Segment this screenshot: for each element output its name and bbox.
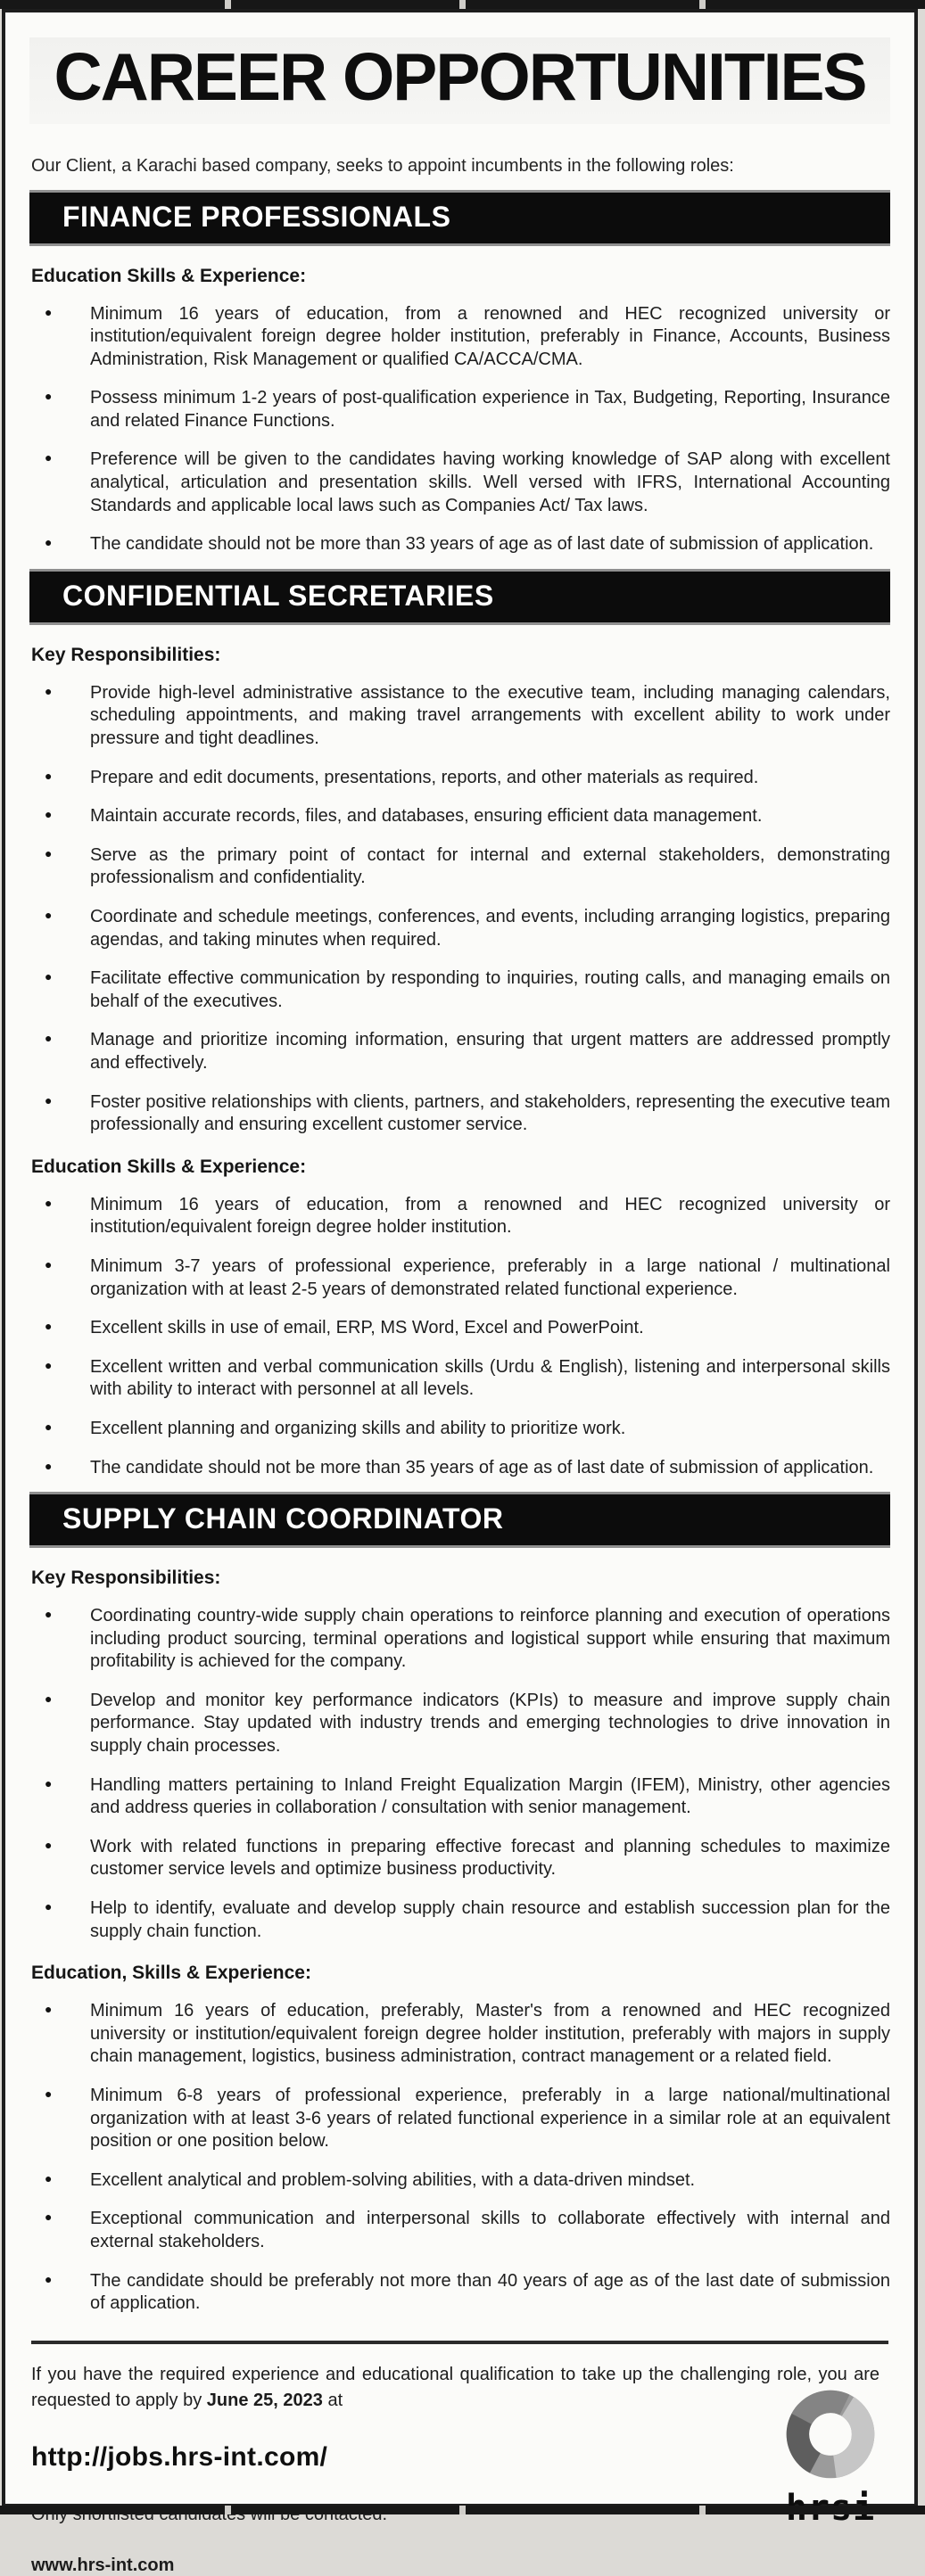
section-finance-professionals (29, 190, 890, 556)
bullet-item: ● Possess minimum 1-2 years of post-qualification experience in Tax, Budgeting, Reporting, Insurance and related Finance Functions. (29, 387, 890, 432)
bullet-item: ● Help to identify, evaluate and develop supply chain resource and establish succession plan for the supply chain function. (29, 1897, 890, 1943)
section-confidential-secretaries (29, 569, 890, 1479)
bullet-list (29, 303, 890, 556)
section-supply-chain-coordinator (29, 1492, 890, 2316)
section-heading-banner: SUPPLY CHAIN COORDINATOR (29, 1492, 890, 1548)
bullet-item: ● Maintain accurate records, files, and databases, ensuring efficient data management. (29, 805, 890, 828)
bullet-item: ● Coordinate and schedule meetings, conferences, and events, including arranging logistics, preparing agendas, and taking minutes when required. (29, 906, 890, 951)
bullet-item: ● Minimum 3-7 years of professional experience, preferably in a large national / multinational organization with at least 2-5 years of demonstrated related functional experience. (29, 1255, 890, 1301)
bullet-item: ● Handling matters pertaining to Inland Freight Equalization Margin (IFEM), Ministry, other agencies and address queries in collaboration / consultation with senior management. (29, 1774, 890, 1820)
bullet-item: ● The candidate should be preferably not more than 40 years of age as of the last date of submission of application. (29, 2270, 890, 2316)
bullet-item: ● Prepare and edit documents, presentations, reports, and other materials as required. (29, 767, 890, 790)
divider-rule (31, 2341, 888, 2344)
bullet-item: ● Excellent analytical and problem-solving abilities, with a data-driven mindset. (29, 2169, 890, 2193)
group-label: Key Responsibilities: (31, 644, 221, 665)
apply-paragraph (31, 2362, 888, 2414)
bullet-list (29, 1194, 890, 1479)
bullet-item: ● The candidate should not be more than 33 years of age as of last date of submission of application. (29, 533, 890, 556)
bullet-item: ● Foster positive relationships with clients, partners, and stakeholders, representing the executive team professionally and ensuring excellent customer service. (29, 1091, 890, 1137)
bullet-item: ● Minimum 16 years of education, from a renowned and HEC recognized university or institution/equivalent foreign degree holder institution. (29, 1194, 890, 1239)
bullet-item: ● Excellent skills in use of email, ERP, MS Word, Excel and PowerPoint. (29, 1317, 890, 1340)
bullet-item: ● The candidate should not be more than 35 years of age as of last date of submission of application. (29, 1457, 890, 1480)
page-title: CAREER OPPORTUNITIES (29, 37, 890, 124)
intro-text: Our Client, a Karachi based company, seeks to appoint incumbents in the following roles: (31, 155, 734, 176)
group-label: Key Responsibilities: (31, 1568, 221, 1589)
newsprint-edge-top (0, 0, 925, 9)
group-label: Education, Skills & Experience: (31, 1963, 311, 1984)
bullet-item: ● Coordinating country-wide supply chain operations to reinforce planning and execution of operations including product sourcing, terminal operations and logistical support while ensuring that maximum profitability is achieved for the company. (29, 1605, 890, 1674)
bullet-list (29, 2000, 890, 2316)
bullet-item: ● Serve as the primary point of contact for internal and external stakeholders, demonstrating professionalism and confidentiality. (29, 844, 890, 890)
bullet-item: ● Minimum 6-8 years of professional experience, preferably in a large national/multinational organization with at least 3-6 years of related functional experience in a similar role at an equivalent position or one position below. (29, 2085, 890, 2153)
section-heading-banner: FINANCE PROFESSIONALS (29, 190, 890, 246)
ad-container (2, 9, 918, 2575)
hrsi-logo (771, 2380, 890, 2526)
group-label: Education Skills & Experience: (31, 1156, 307, 1177)
bullet-item: ● Minimum 16 years of education, from a renowned and HEC recognized university or institution/equivalent foreign degree holder institution, preferably in Finance, Accounts, Business Administration, Risk Management or qualified CA/ACCA/CMA. (29, 303, 890, 372)
bullet-list (29, 682, 890, 1137)
bullet-item: ● Develop and monitor key performance indicators (KPIs) to measure and improve supply chain performance. Stay updated with industry trends and emerging technologies to drive innovation in supply chain processes. (29, 1690, 890, 1758)
apply-url: http://jobs.hrs-int.com/ (31, 2441, 328, 2472)
bullet-item: ● Facilitate effective communication by responding to inquiries, routing calls, and managing emails on behalf of the executives. (29, 967, 890, 1013)
bullet-item: ● Manage and prioritize incoming information, ensuring that urgent matters are addressed promptly and effectively. (29, 1029, 890, 1074)
bullet-list (29, 1605, 890, 1943)
bullet-item: ● Excellent written and verbal communication skills (Urdu & English), listening and interpersonal skills with ability to interact with personnel at all levels. (29, 1356, 890, 1402)
bullet-item: ● Excellent planning and organizing skills and ability to prioritize work. (29, 1418, 890, 1441)
apply-text-suffix: at (322, 2390, 343, 2410)
newsprint-edge-bottom (0, 2506, 925, 2514)
bullet-item: ● Exceptional communication and interpersonal skills to collaborate effectively with internal and external stakeholders. (29, 2208, 890, 2253)
bullet-item: ● Work with related functions in preparing effective forecast and planning schedules to maximize customer service levels and optimize business productivity. (29, 1836, 890, 1881)
hrsi-ring-icon (776, 2380, 885, 2489)
group-label: Education Skills & Experience: (31, 265, 307, 286)
website-url: www.hrs-int.com (31, 2555, 175, 2575)
section-heading-banner: CONFIDENTIAL SECRETARIES (29, 569, 890, 625)
footer (29, 2341, 890, 2576)
bullet-item: ● Preference will be given to the candidates having working knowledge of SAP along with excellent analytical, articulation and presentation skills. Well versed with IFRS, International Accounting Standards and applicable local laws such as Companies Act/ Tax laws. (29, 449, 890, 517)
bullet-item: ● Minimum 16 years of education, preferably, Master's from a renowned and HEC recognized university or institution/equivalent foreign degree holder institution, preferably with majors in supply chain management, logistics, business administration, contract management or a related field. (29, 2000, 890, 2069)
apply-text-prefix: If you have the required experience and educational qualification to take up the challenging role, you are requested to apply by (31, 2364, 880, 2410)
apply-date: June 25, 2023 (206, 2390, 323, 2410)
bullet-item: ● Provide high-level administrative assistance to the executive team, including managing calendars, scheduling appointments, and making travel arrangements with excellent ability to work under pressure and tight deadlines. (29, 682, 890, 751)
